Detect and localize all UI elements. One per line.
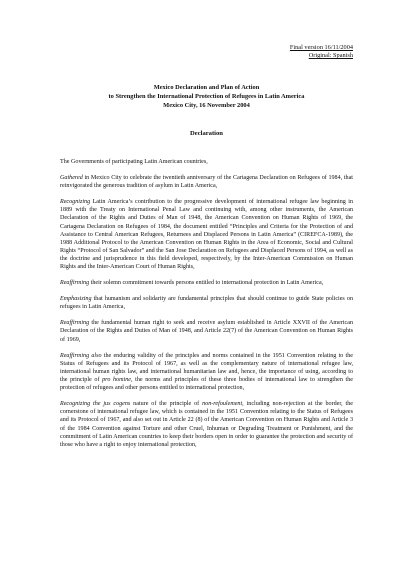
- section-heading: Declaration: [190, 130, 223, 137]
- title-line-3: Mexico City, 16 November 2004: [163, 102, 250, 109]
- paragraph: Reaffirming the fundamental human right to seek and receive asylum established in Article XXVII of the American Declaration of the Rights and Duties of Man of 1948, and Article 22(7) of the American Convention on Human Rights of 1969,: [60, 320, 353, 343]
- paragraph: Emphasizing that humanism and solidarity are fundamental principles that should continue to guide State policies on refugees in Latin America,: [60, 296, 353, 311]
- document-title: [0, 83, 413, 110]
- title-line-1: Mexico Declaration and Plan of Action: [153, 84, 260, 91]
- paragraph: Recognizing Latin America’s contribution to the progressive development of international refugee law beginning in 1889 with the Treaty on International Penal Law and continuing with, among other instruments, the American Declaration of the Rights and Duties of Man of 1948, the American Convention on Human Rights of 1969, the Cartagena Declaration on Refugees of 1984, the document entitled “Principles and Criteria for the Protection of and Assistance to Central American Refugees, Returnees and Displaced Persons in Latin America” (CIREFCA-1989), the 1988 Additional Protocol to the American Convention on Human Rights in the Area of Economic, Social and Cultural Rights “Protocol of San Salvador” and the San Jose Declaration on Refugees and Displaced Persons of 1994, as well as the doctrine and jurisprudence in this field developed, respectively, by the Inter-American Commission on Human Rights and the Inter-American Court of Human Rights,: [60, 199, 353, 271]
- title-line-2: to Strengthen the International Protection of Refugees in Latin America: [108, 93, 305, 100]
- paragraph: The Governments of participating Latin American countries,: [60, 159, 208, 165]
- paragraph: Gathered in Mexico City to celebrate the twentieth anniversary of the Cartagena Declaration on Refugees of 1984, that reinvigorated the generous tradition of asylum in Latin America,: [60, 174, 353, 190]
- version-note: [290, 44, 353, 60]
- paragraph: Reaffirming their solemn commitment towards persons entitled to international protection in Latin America,: [60, 280, 324, 287]
- declaration-body: [60, 158, 353, 457]
- paragraph: Recognizing the jus cogens nature of the principle of non-refoulement, including non-rejection at the border, the cornerstone of international refugee law, which is contained in the 1951 Convention relating to the Status of Refugees and its Protocol of 1967, and also set out in Article 22 (8) of the American Convention on Human Rights and Article 3 of the 1984 Convention against Torture and other Cruel, Inhuman or Degrading Treatment or Punishment, and the commitment of Latin American countries to keep their borders open in order to guarantee the protection and security of those who have a right to enjoy international protection,: [60, 401, 354, 448]
- original-language-label: Original: Spanish: [308, 52, 353, 59]
- final-version-label: Final version 16/11/2004: [289, 44, 353, 51]
- paragraph: Reaffirming also the enduring validity of the principles and norms contained in the 1951 Convention relating to the Status of Refugees and its Protocol of 1967, as well as the complementary nature of international refugee law, international human rights law, and international humanitarian law and, hence, the importance of using, according to the principle of pro homine, the norms and principles of these three bodies of international law to strengthen the protection of refugees and other persons entitled to international protection,: [60, 352, 353, 392]
